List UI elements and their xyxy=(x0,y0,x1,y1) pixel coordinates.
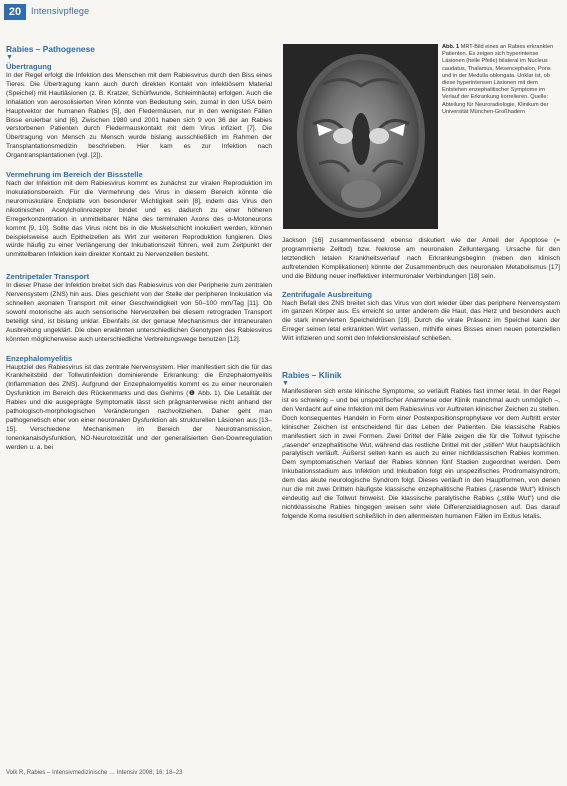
page-footer: Volk R, Rabies – Intensivmedizinische … Intensiv 2008; 16: 18–23 xyxy=(6,770,183,776)
paragraph-enzephalomyelitis: Hauptziel des Rabiesvirus ist das zentrale Nervensystem. Hier manifestiert sich die für das Krankheitsbild der Tollwutinfektion dominierende Erkrankung: die Enzephalomyelitis (Inflammation des ZNS). Aufgrund der Enzephalomyelitis kommt es zu einer neuronalen Dysfunktion im Bereich des Rückenmarks und des Gehirns (❶ Abb. 1). Die Letalität der Rabies und die ausgeprägte Symptomatik lässt sich prägnanterweise nicht anhand der pathologisch-morphologischen Veränderungen nachvollziehen. Daher geht man pathogenetisch eher von einer neuronalen Dysfunktion als strukturellen Läsionen aus [13–15]. Verschiedene Mechanismen im Bereich der Neurotransmission, Ionenkanalsdysfunktion, NO-Neurotoxizität und der generalisierten Gen-Downregulation werden u. a. bei xyxy=(6,363,272,451)
caption-text: MRT-Bild eines an Rabies erkrankten Patienten. Es zeigen sich hyperintense Läsionen (helle Pfeile) bilateral im Nucleus caudatus, Thalamus, Mesencephalon, Pons und in der Medulla oblongata. Unklar ist, ob diese hyperintensen Läsionen mit dem Entstehen enzephalitischer Symptome im Verlauf der Erkrankung korrelieren. Quelle: Abteilung für Neuroradiologie, Klinikum der Universität München-Großhadern xyxy=(442,44,554,115)
paragraph-uebertragung: In der Regel erfolgt die Infektion des Menschen mit dem Rabiesvirus durch den Biss eines Tieres. Die Übertragung kann auch durch direkten Kontakt von infektiösem Material (Speichel) mit Hautläsionen (z. B. Kratzer, Schürfwunde, Schleimhäute) erfolgen. Auch die Inhalation von aerosolisierten Viren könnte von Bedeutung sein, zumal in den USA beim Hauptvektor der humanen Rabies [5], den Fledermäusen, nur in den wenigsten Fällen Bisse eruierbar sind [6]. Zwischen 1980 und 2001 haben sich 9 von 36 der an Rabies verstorbenen Patienten durch Fledermauskontakt mit dem Virus infiziert [7]. Die Übertragung von Mensch zu Mensch wurde bislang ausschließlich im Rahmen der Transplantationsmedizin beschrieben. Hier kam es zur Infektion nach Organtransplantationen (vgl. [2]). xyxy=(6,72,272,160)
paragraph-zentripetal: In dieser Phase der Infektion breitet sich das Rabiesvirus von der Peripherie zum zentralen Nervensystem (ZNS) hin aus. Dies geschieht von der Stelle der peripheren Inokulation via schnellen axonalen Transport mit einer Geschwindigkeit von 50–100 mm/Tag [11]. Ob sowohl motorische als auch sensorische Nervenzellen bei diesem retrograden Transport beteiligt sind, ist bislang unklar. Ebenfalls ist der genaue Mechanismus der intraneuralen Ausbreitung ungeklärt. Die oben erwähnten unterschiedlichen Genotypen des Rabiesvirus könnten möglicherweise auch unterschiedliche Verbreitungswege benutzen [12]. xyxy=(6,282,272,343)
caption-label: Abb. 1 xyxy=(442,44,460,50)
paragraph-continuation: Jackson [16] zusammenfassend ebenso diskutiert wie der Anteil der Apoptose (= programmierte Zelltod) bzw. Nekrose am neuronalen Zelluntergang. Ursache für den letztendlich letalen Krankheitsverlauf nach Erkrankungsbeginn (neben den klinisch auftretenden Komplikationen) könnte der Zusammenbruch des neuronalen Metabolismus [17] und die Bildung neuer ineffektiver intermuronaler Verbindungen [18] sein. xyxy=(282,237,560,280)
page-header xyxy=(0,0,567,22)
paragraph-zentrifugal: Nach Befall des ZNS breitet sich das Virus von dort wieder über das periphere Nervensystem im ganzen Körper aus. Es erreicht so unter anderem die Haut, das Herz und besonders auch die stark innervierten Speicheldrüsen [19]. Durch die virale Präsenz im Speichel kann der Erreger seinen letal erkrankten Wirt verlassen, mithilfe eines Bisses einen neuen potenziellen Wirt infizieren und somit den Infektionskreislauf schließen. xyxy=(282,299,560,343)
mri-figure xyxy=(283,44,438,229)
figure-caption xyxy=(442,44,560,116)
section-label: Intensivpflege xyxy=(31,6,90,16)
heading-zentrifugal: Zentrifugale Ausbreitung xyxy=(282,289,373,299)
heading-vermehrung: Vermehrung im Bereich der Bissstelle xyxy=(6,170,143,180)
mri-brain-image xyxy=(283,44,438,229)
article-title: Rabies – Pathogenese xyxy=(6,44,95,54)
heading-zentripetal: Zentripetaler Transport xyxy=(6,272,90,282)
section-title-klinik: Rabies – Klinik xyxy=(282,370,342,381)
arrow-down-icon: ▼ xyxy=(282,380,289,388)
right-column xyxy=(282,237,560,522)
heading-uebertragung: Übertragung xyxy=(6,62,52,71)
paragraph-vermehrung: Nach der Infektion mit dem Rabiesvirus kommt es zunächst zur viralen Reproduktion im Inokulationsbereich. Für die Vermehrung des Virus in diesem Bereich könnte die neuromuskuläre Endplatte von besonderer Wichtigkeit sein [8], indem das Virus den nikotinischen Acetylcholinrezeptor bindet und es dadurch zu einer höheren Erregerkonzentration in unmittelbarer Nähe des terminalen Axons des α-Motoneurons kommt [9, 10]. Sollte das Virus nicht bis in die Muskelschicht inokuliert werden, können beispielsweise auch Epithelzellen als Wirt zur weiteren Reproduktion fungieren. Dies würde häufig zu einer Verlängerung der Inkubationszeit führen, weil zum Zeitpunkt der unmittelbaren Infektion kein direkter Kontakt zu Nervenzellen besteht. xyxy=(6,180,272,259)
heading-enzephalomyelitis: Enzephalomyelitis xyxy=(6,353,73,363)
paragraph-klinik: Manifestieren sich erste klinische Symptome, so verläuft Rabies fast immer letal. In der Regel ist es schwierig – und bei unspezifischer Anamnese oder Klinik manchmal auch unmöglich –, den Verdacht auf eine Infektion mit dem Rabiesvirus vor Auftreten klinischer Zeichen zu stellen. Doch konsequentes Handeln in Form einer Postexpositionsprophylaxe vor dem Auftritt erster klinischer Zeichen ist entscheidend für das Leben der Patienten. Die klassische Rabies manifestiert sich in zwei Formen. Zwei Drittel der Fälle zeigen die für die Tollwut typische „rasende“ enzephalitische Wut, während das restliche Drittel mit der „stillen“ Wut hauptsächlich paralytisch verläuft. Äußerst selten kann es auch zu einer nichtklassischen Rabies kommen. Dem symptomatischen Verlauf der Rabies können fünf Stadien zugeordnet werden. Dem Inkubationsstadium aus Infektion und Inkubation folgt ein unspezifisches Prodromalsyndrom, dem das akute neurologische Syndrom folgt. Dieses verläuft in den Hauptformen, von denen nur die mit zwei Dritteln häufigste klassische enzephalitische Rabies („rasende Wut“) klinisch eindeutig auf die Tollwut hinweist. Die klassische paralytische Rabies („stille Wut“) und die nichtklassische Rabies hingegen weisen sehr viele Differenzialdiagnosen auf. Das darauf folgende Koma resultiert schließlich in den allermeisten humanen Fällen im Exitus letalis. xyxy=(282,388,560,520)
left-column xyxy=(6,44,272,453)
page-number: 20 xyxy=(4,4,26,20)
arrow-down-icon: ▼ xyxy=(6,54,13,61)
